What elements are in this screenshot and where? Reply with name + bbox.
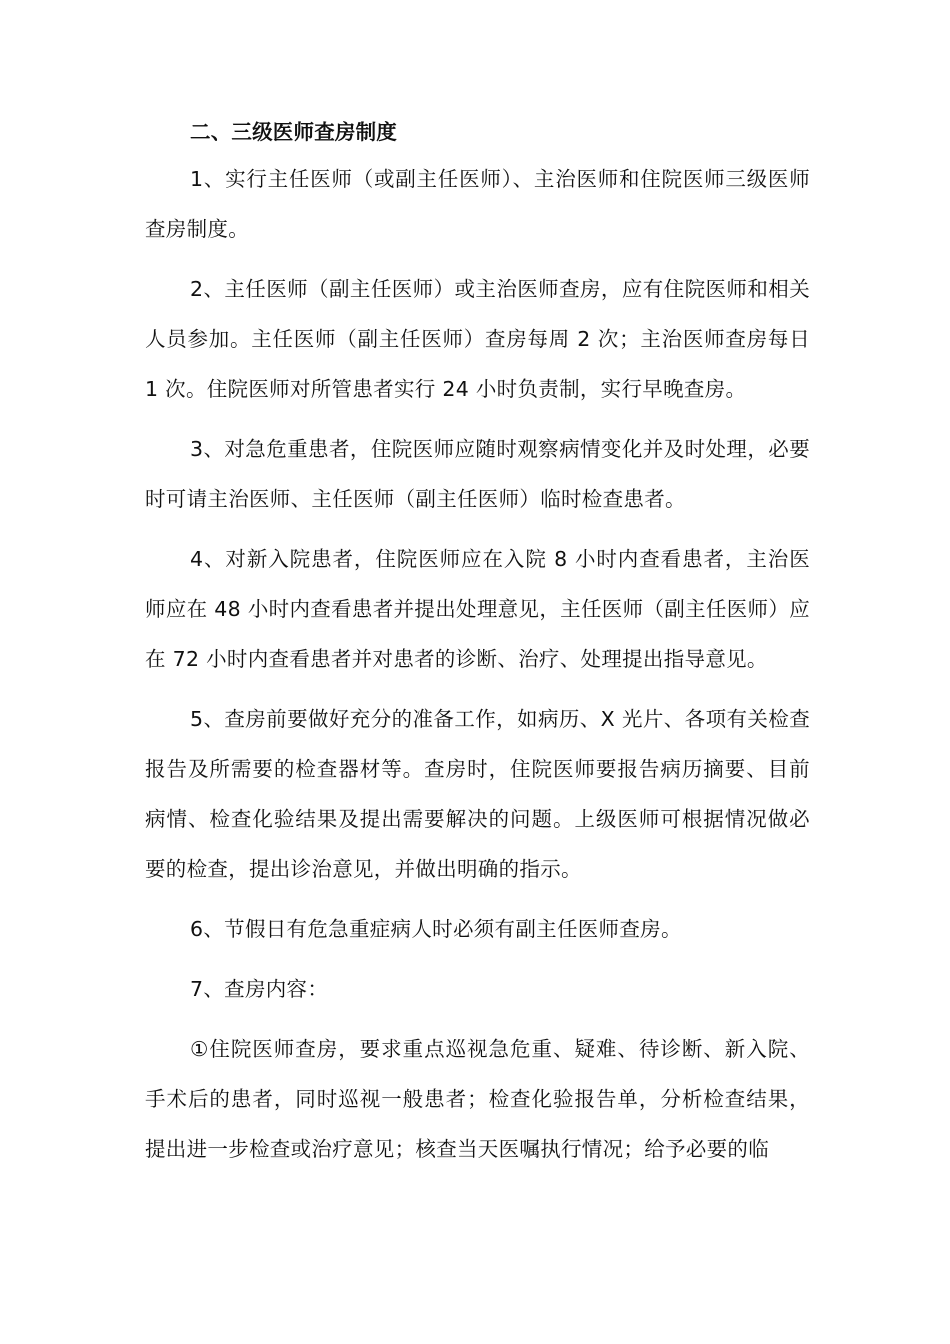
paragraph-2: 2、主任医师（副主任医师）或主治医师查房，应有住院医师和相关人员参加。主任医师（副主任医师）查房每周 2 次；主治医师查房每日 1 次。住院医师对所管患者实行 24 小时负责制，实行早晚查房。 bbox=[145, 277, 810, 401]
paragraph-4: 4、对新入院患者，住院医师应在入院 8 小时内查看患者，主治医师应在 48 小时内查看患者并提出处理意见，主任医师（副主任医师）应在 72 小时内查看患者并对患者的诊断、治疗、处理提出指导意见。 bbox=[145, 547, 810, 671]
section-title: 二、三级医师查房制度 bbox=[190, 120, 397, 144]
paragraph-3: 3、对急危重患者，住院医师应随时观察病情变化并及时处理，必要时可请主治医师、主任医师（副主任医师）临时检查患者。 bbox=[145, 437, 810, 511]
document-page bbox=[145, 112, 810, 1174]
paragraph-6: 6、节假日有危急重症病人时必须有副主任医师查房。 bbox=[190, 917, 682, 941]
paragraph-7: 7、查房内容： bbox=[190, 977, 329, 1001]
paragraph-5: 5、查房前要做好充分的准备工作，如病历、X 光片、各项有关检查报告及所需要的检查器材等。查房时，住院医师要报告病历摘要、目前病情、检查化验结果及提出需要解决的问题。上级医师可根据情况做必要的检查，提出诊治意见，并做出明确的指示。 bbox=[145, 707, 810, 881]
paragraph-1: 1、实行主任医师（或副主任医师）、主治医师和住院医师三级医师查房制度。 bbox=[145, 167, 810, 241]
paragraph-8: ①住院医师查房，要求重点巡视急危重、疑难、待诊断、新入院、手术后的患者，同时巡视一般患者；检查化验报告单，分析检查结果，提出进一步检查或治疗意见；核查当天医嘱执行情况；给予必要的临 bbox=[145, 1037, 810, 1161]
